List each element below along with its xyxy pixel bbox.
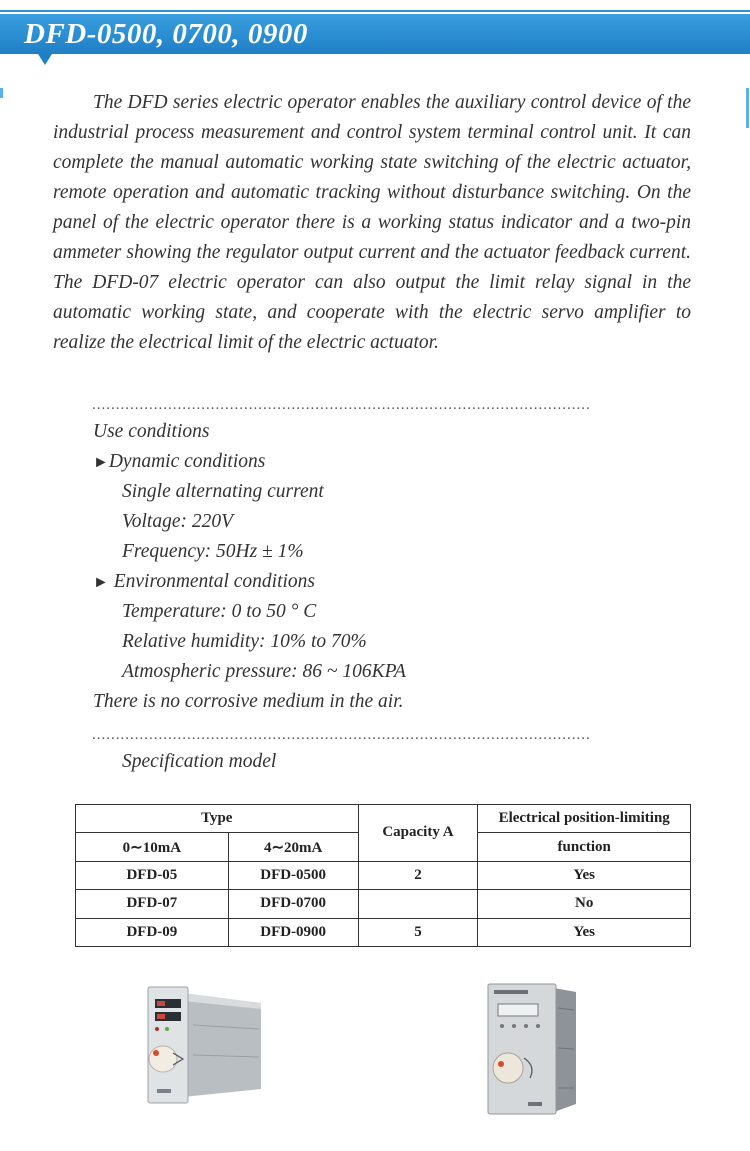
triangle-bullet-icon: ► bbox=[93, 574, 109, 591]
table-cell: DFD-0500 bbox=[228, 861, 358, 889]
col-header-0-10ma: 0∼10mA bbox=[76, 833, 229, 861]
use-conditions-heading: Use conditions bbox=[93, 421, 210, 442]
environmental-conditions-heading: ► Environmental conditions bbox=[93, 571, 316, 592]
condition-item: Voltage: 220V bbox=[122, 511, 234, 532]
left-edge-mark bbox=[0, 88, 3, 98]
table-cell bbox=[358, 890, 478, 918]
specification-heading: Specification model bbox=[122, 751, 277, 772]
device-photo-dfd-0500 bbox=[143, 985, 268, 1105]
condition-item: Frequency: 50Hz ± 1% bbox=[122, 541, 304, 562]
dynamic-conditions-heading: ►Dynamic conditions bbox=[93, 451, 266, 472]
col-header-4-20ma: 4∼20mA bbox=[228, 833, 358, 861]
device-photo-dfd-0700 bbox=[484, 978, 579, 1118]
table-cell: Yes bbox=[478, 861, 691, 889]
table-cell: 2 bbox=[358, 861, 478, 889]
banner-pointer bbox=[38, 54, 52, 65]
specification-table bbox=[75, 804, 691, 947]
right-edge-mark bbox=[746, 88, 749, 128]
table-cell: DFD-09 bbox=[76, 918, 229, 946]
limit-header: Electrical position-limiting bbox=[478, 805, 691, 833]
condition-item: Temperature: 0 to 50 ° C bbox=[122, 601, 317, 622]
header-rule bbox=[0, 10, 750, 12]
type-header: Type bbox=[76, 805, 359, 833]
table-cell: DFD-05 bbox=[76, 861, 229, 889]
intro-paragraph: The DFD series electric operator enables the auxiliary control device of the industrial process measurement and control system terminal control unit. It can complete the manual automatic working state switching of the electric actuator, remote operation and automatic tracking without disturbance switching. On the panel of the electric operator there is a working status indicator and a two-pin ammeter showing the regulator output current and the actuator feedback current. The DFD-07 electric operator can also output the limit relay signal in the automatic working state, and cooperate with the electric servo amplifier to realize the electrical limit of the electric actuator. bbox=[53, 92, 691, 353]
air-note: There is no corrosive medium in the air. bbox=[93, 691, 404, 712]
table-cell: DFD-0900 bbox=[228, 918, 358, 946]
triangle-bullet-icon: ► bbox=[93, 454, 109, 471]
table-cell: DFD-07 bbox=[76, 890, 229, 918]
dotted-divider: ......................................................................................................... bbox=[92, 398, 591, 413]
dotted-divider: ......................................................................................................... bbox=[92, 728, 591, 743]
table-cell: 5 bbox=[358, 918, 478, 946]
table-cell: Yes bbox=[478, 918, 691, 946]
condition-item: Atmospheric pressure: 86 ~ 106KPA bbox=[122, 661, 406, 682]
condition-item: Relative humidity: 10% to 70% bbox=[122, 631, 367, 652]
table-row bbox=[76, 861, 691, 889]
limit-header: function bbox=[478, 833, 691, 861]
page-title: DFD-0500, 0700, 0900 bbox=[24, 18, 308, 50]
table-row bbox=[76, 918, 691, 946]
table-row bbox=[76, 890, 691, 918]
table-cell: No bbox=[478, 890, 691, 918]
condition-item: Single alternating current bbox=[122, 481, 324, 502]
capacity-header: Capacity A bbox=[358, 805, 478, 862]
table-cell: DFD-0700 bbox=[228, 890, 358, 918]
